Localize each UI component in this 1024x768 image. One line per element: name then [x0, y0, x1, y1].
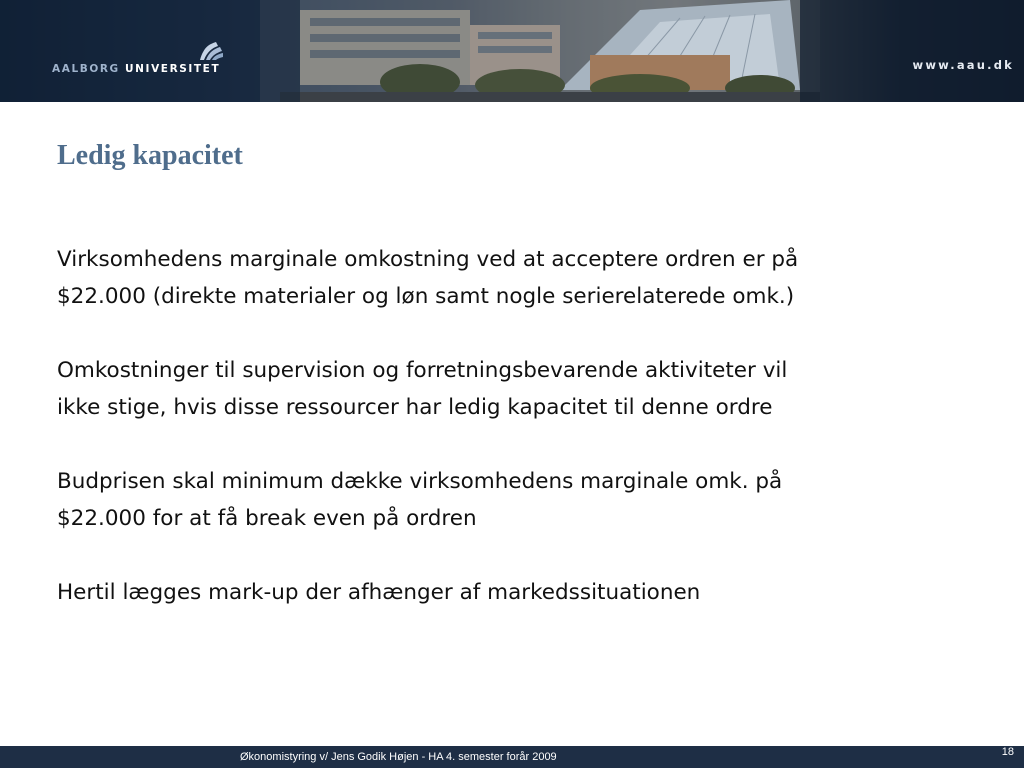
paragraph-line: $22.000 for at få break even på ordren: [57, 506, 477, 531]
logo-text-aalborg: AALBORG: [52, 63, 120, 75]
university-logo[interactable]: [52, 40, 252, 80]
aau-wave-logo-icon: [196, 40, 224, 62]
website-url[interactable]: www.aau.dk: [912, 58, 1014, 72]
slide-title: Ledig kapacitet: [57, 140, 243, 171]
paragraph-line: ikke stige, hvis disse ressourcer har ledig kapacitet til denne ordre: [57, 395, 773, 420]
paragraph-marginal-cost: [57, 241, 957, 315]
paragraph-line: Budprisen skal minimum dække virksomhedens marginale omk. på: [57, 469, 783, 494]
page-number: 18: [1001, 746, 1014, 758]
paragraph-line: Omkostninger til supervision og forretningsbevarende aktiviteter vil: [57, 358, 788, 383]
logo-text-universitet: UNIVERSITET: [125, 63, 221, 75]
footer-course-info: Økonomistyring v/ Jens Godik Højen - HA 4. semester forår 2009: [240, 751, 557, 763]
header-banner: [0, 0, 1024, 102]
paragraph-line: $22.000 (direkte materialer og løn samt nogle serierelaterede omk.): [57, 284, 795, 309]
paragraph-supervision-costs: [57, 352, 957, 426]
paragraph-bid-price: [57, 463, 957, 537]
paragraph-line: Hertil lægges mark-up der afhænger af markedssituationen: [57, 580, 701, 605]
paragraph-markup: [57, 574, 957, 611]
footer-bar: [0, 746, 1024, 768]
slide-body: [57, 241, 957, 611]
paragraph-line: Virksomhedens marginale omkostning ved at acceptere ordren er på: [57, 247, 799, 272]
logo-text: [52, 63, 220, 75]
